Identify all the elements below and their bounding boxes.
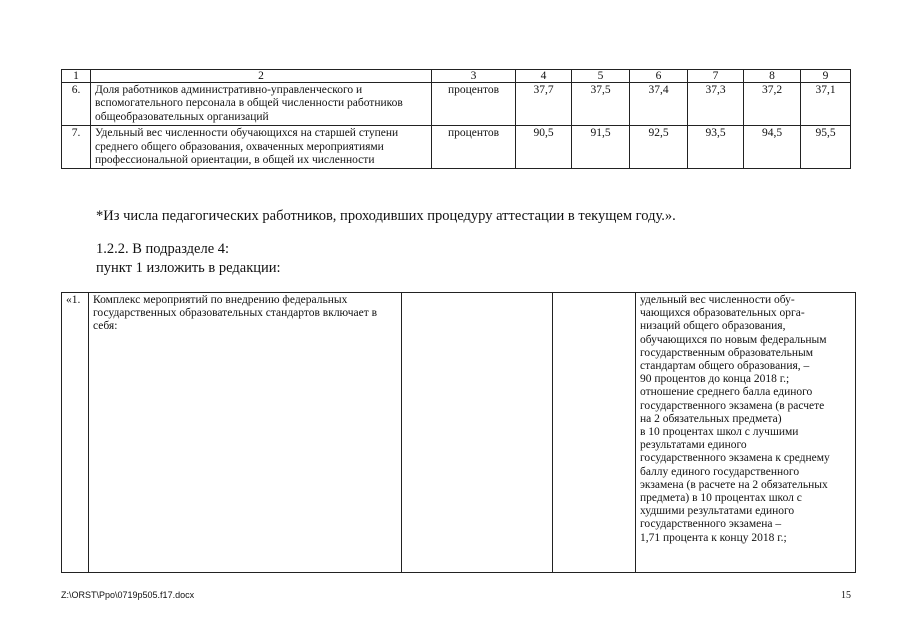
value-cell: 37,2 [744,83,801,126]
unit-cell: процентов [432,126,516,169]
file-path: Z:\ORST\Ppo\0719p505.f17.docx [61,590,195,600]
table-header-row [62,70,851,83]
value-cell: 37,1 [801,83,851,126]
value-cell: 37,4 [630,83,688,126]
header-cell: 3 [432,70,516,83]
result-line: чающихся образовательных орга- [640,307,805,320]
measure-name: Комплекс мероприятий по внедрению федеральных государственных образовательных стандартов включает в себя: [89,293,402,573]
value-cell: 90,5 [516,126,572,169]
header-cell: 2 [91,70,432,83]
value-cell: 93,5 [688,126,744,169]
row-number: 7. [62,126,91,169]
result-line: низаций общего образования, [640,320,786,333]
result-line: 90 процентов до конца 2018 г.; [640,373,790,386]
value-cell: 37,3 [688,83,744,126]
result-line: в 10 процентах школ с лучшими [640,426,799,439]
header-cell: 8 [744,70,801,83]
empty-cell [553,293,636,573]
header-cell: 4 [516,70,572,83]
value-cell: 95,5 [801,126,851,169]
result-cell [636,293,856,573]
result-line: отношение среднего балла единого [640,386,813,399]
result-line: государственного экзамена (в расчете [640,399,825,412]
indicator-name: Доля работников административно-управленческого и вспомогательного персонала в общей численности работников общеобразовательных организаций [91,83,432,126]
result-line: на 2 обязательных предмета) [640,412,782,425]
value-cell: 91,5 [572,126,630,169]
value-cell: 37,5 [572,83,630,126]
result-line: баллу единого государственного [640,465,800,478]
result-line: государственным образовательным [640,346,813,359]
table-row [62,83,851,126]
result-line: стандартам общего образования, – [640,360,810,373]
result-line: предмета) в 10 процентах школ с [640,492,802,505]
indicator-name: Удельный вес численности обучающихся на старшей ступени среднего общего образования, охваченных мероприятиями профессиональной ориентации, в общей их численности [91,126,432,169]
point-instruction: пункт 1 изложить в редакции: [96,260,281,276]
page-number: 15 [841,590,851,601]
value-cell: 94,5 [744,126,801,169]
unit-cell: процентов [432,83,516,126]
result-line: худшими результатами единого [640,505,795,518]
measures-table [61,292,856,573]
value-cell: 37,7 [516,83,572,126]
header-cell: 1 [62,70,91,83]
footnote: *Из числа педагогических работников, проходивших процедуру аттестации в текущем году.». [96,208,676,224]
subsection-heading: 1.2.2. В подразделе 4: [96,241,230,257]
header-cell: 7 [688,70,744,83]
header-cell: 5 [572,70,630,83]
result-line: обучающихся по новым федеральным [640,333,827,346]
result-line: удельный вес численности обу- [640,294,795,306]
result-line: экзамена (в расчете на 2 обязательных [640,478,828,491]
row-number: «1. [62,293,89,573]
table-row [62,126,851,169]
indicators-table [61,69,851,169]
table-row [62,293,856,573]
result-line: государственного экзамена к среднему [640,452,830,465]
header-cell: 9 [801,70,851,83]
result-line: государственного экзамена – [640,518,782,531]
value-cell: 92,5 [630,126,688,169]
header-cell: 6 [630,70,688,83]
row-number: 6. [62,83,91,126]
result-line: результатами единого [640,439,747,452]
empty-cell [402,293,553,573]
result-line: 1,71 процента к концу 2018 г.; [640,531,787,544]
